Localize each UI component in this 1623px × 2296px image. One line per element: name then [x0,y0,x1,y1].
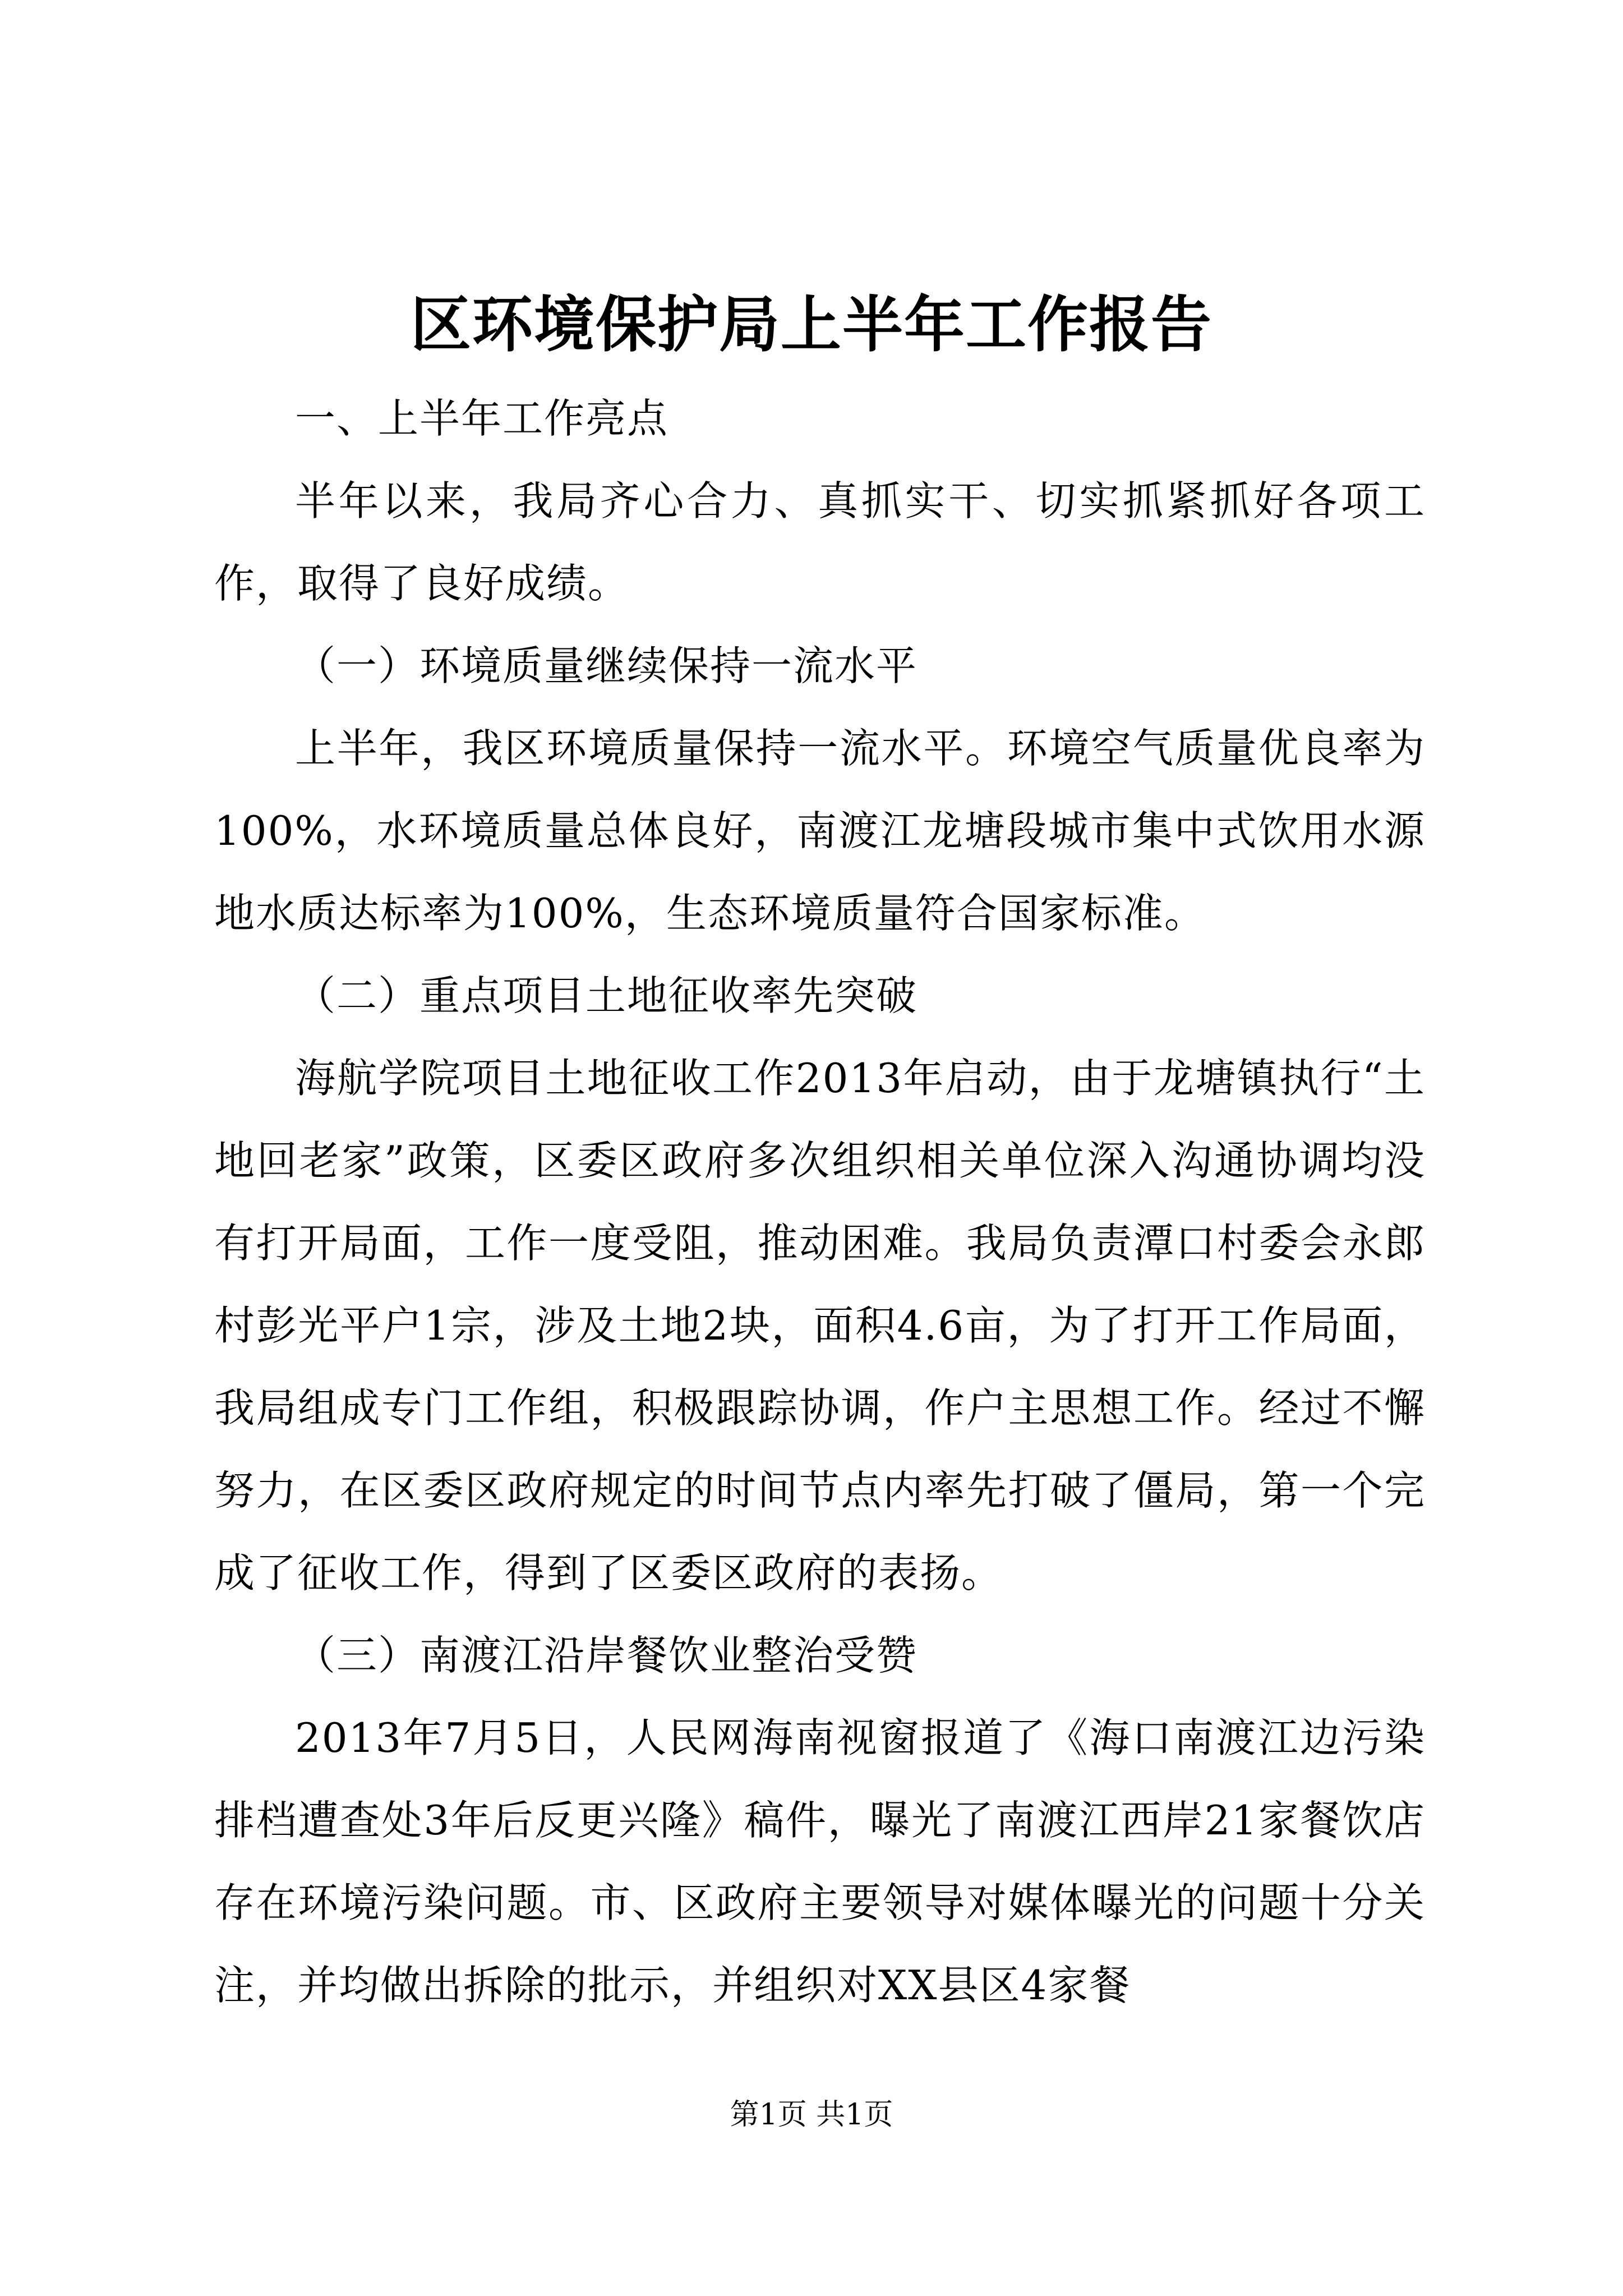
body-paragraph: 上半年，我区环境质量保持一流水平。环境空气质量优良率为100%，水环境质量总体良好，南渡江龙塘段城市集中式饮用水源地水质达标率为100%，生态环境质量符合国家标准。 [214,725,1426,937]
body-paragraph: 半年以来，我局齐心合力、真抓实干、切实抓紧抓好各项工作，取得了良好成绩。 [214,477,1426,607]
subsection-heading: （一）环境质量继续保持一流水平 [295,642,918,689]
body-paragraph: 2013年7月5日，人民网海南视窗报道了《海口南渡江边污染排档遭查处3年后反更兴隆》稿件，曝光了南渡江西岸21家餐饮店存在环境污染问题。市、区政府主要领导对媒体曝光的问题十分关注，并均做出拆除的批示，并组织对XX县区4家餐 [214,1714,1426,2009]
subsection-heading: （二）重点项目土地征收率先突破 [295,972,918,1019]
page-footer: 第1页 共1页 [730,2098,893,2132]
section-heading: 一、上半年工作亮点 [295,395,669,442]
body-paragraph: 海航学院项目土地征收工作2013年启动，由于龙塘镇执行“土地回老家”政策，区委区政府多次组织相关单位深入沟通协调均没有打开局面，工作一度受阻，推动困难。我局负责潭口村委会永郎村彭光平户1宗，涉及土地2块，面积4.6亩，为了打开工作局面，我局组成专门工作组，积极跟踪协调，作户主思想工作。经过不懈努力，在区委区政府规定的时间节点内率先打破了僵局，第一个完成了征收工作，得到了区委区政府的表扬。 [214,1055,1426,1596]
document-body [214,378,1426,2027]
document-title: 区环境保护局上半年工作报告 [410,290,1212,360]
subsection-heading: （三）南渡江沿岸餐饮业整治受赞 [295,1632,918,1679]
